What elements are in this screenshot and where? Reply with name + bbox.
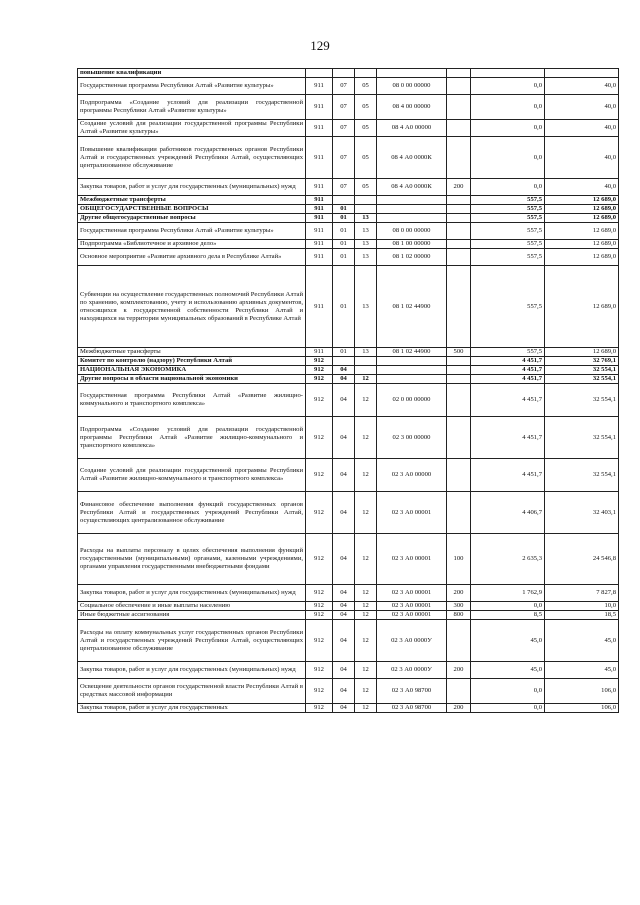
cell-expense-type bbox=[447, 78, 471, 95]
cell-name: Комитет по контролю (надзору) Республики Алтай bbox=[78, 357, 306, 366]
cell-target-article: 02 3 А0 00001 bbox=[377, 534, 447, 585]
cell-target-article bbox=[377, 69, 447, 78]
cell-name: Закупка товаров, работ и услуг для государственных (муниципальных) нужд bbox=[78, 179, 306, 196]
cell-subsection: 05 bbox=[355, 78, 377, 95]
cell-name: Социальное обеспечение и иные выплаты населению bbox=[78, 602, 306, 611]
cell-target-article: 02 3 А0 98700 bbox=[377, 679, 447, 704]
table-row bbox=[78, 679, 619, 704]
cell-section bbox=[333, 196, 355, 205]
table-row bbox=[78, 137, 619, 179]
cell-subsection: 05 bbox=[355, 95, 377, 120]
cell-subsection: 05 bbox=[355, 179, 377, 196]
table-row bbox=[78, 602, 619, 611]
cell-name: Подпрограмма «Библиотечное и архивное дело» bbox=[78, 240, 306, 249]
cell-amount-2: 12 689,0 bbox=[545, 249, 619, 266]
cell-expense-type bbox=[447, 196, 471, 205]
cell-name: Финансовое обеспечение выполнения функций государственных органов Республики Алтай и государственных учреждений Республики Алтай, осуществляющих централизованное обслуживание bbox=[78, 492, 306, 534]
cell-name: Закупка товаров, работ и услуг для государственных (муниципальных) нужд bbox=[78, 585, 306, 602]
cell-target-article bbox=[377, 375, 447, 384]
cell-subsection bbox=[355, 196, 377, 205]
cell-ministry-code: 912 bbox=[306, 704, 333, 713]
table-row bbox=[78, 196, 619, 205]
cell-ministry-code: 911 bbox=[306, 137, 333, 179]
cell-target-article bbox=[377, 366, 447, 375]
cell-amount-1: 0,0 bbox=[471, 78, 545, 95]
cell-amount-1: 45,0 bbox=[471, 662, 545, 679]
cell-name: Подпрограмма «Создание условий для реализации государственной программы Республики Алтай «Развитие культуры» bbox=[78, 95, 306, 120]
cell-name: Расходы на выплаты персоналу в целях обеспечения выполнения функций государственными (муниципальными) органами, казенными учреждениями, органами управления государственными внебюджетными фондами bbox=[78, 534, 306, 585]
cell-expense-type bbox=[447, 69, 471, 78]
cell-subsection: 12 bbox=[355, 679, 377, 704]
cell-amount-2: 45,0 bbox=[545, 620, 619, 662]
cell-section: 07 bbox=[333, 120, 355, 137]
table-row bbox=[78, 223, 619, 240]
table-row bbox=[78, 69, 619, 78]
cell-amount-1: 4 451,7 bbox=[471, 375, 545, 384]
cell-section: 07 bbox=[333, 95, 355, 120]
cell-subsection: 12 bbox=[355, 534, 377, 585]
cell-ministry-code: 912 bbox=[306, 662, 333, 679]
cell-subsection: 12 bbox=[355, 459, 377, 492]
table-row bbox=[78, 357, 619, 366]
cell-amount-1: 557,5 bbox=[471, 348, 545, 357]
cell-section: 04 bbox=[333, 384, 355, 417]
cell-ministry-code: 912 bbox=[306, 384, 333, 417]
cell-ministry-code: 912 bbox=[306, 357, 333, 366]
table-row bbox=[78, 205, 619, 214]
cell-ministry-code: 912 bbox=[306, 611, 333, 620]
cell-name: Подпрограмма «Создание условий для реализации государственной программы Республики Алтай «Развитие жилищно-коммунального и транспортного комплекса» bbox=[78, 417, 306, 459]
table-row bbox=[78, 78, 619, 95]
cell-subsection: 12 bbox=[355, 704, 377, 713]
table-body bbox=[78, 69, 619, 713]
cell-expense-type: 500 bbox=[447, 348, 471, 357]
cell-expense-type bbox=[447, 366, 471, 375]
cell-amount-1: 557,5 bbox=[471, 223, 545, 240]
cell-subsection: 05 bbox=[355, 120, 377, 137]
cell-amount-1: 4 451,7 bbox=[471, 417, 545, 459]
cell-target-article: 08 4 А0 0000К bbox=[377, 137, 447, 179]
cell-amount-2: 12 689,0 bbox=[545, 240, 619, 249]
cell-target-article: 08 4 А0 0000К bbox=[377, 179, 447, 196]
cell-section: 07 bbox=[333, 137, 355, 179]
cell-subsection bbox=[355, 69, 377, 78]
cell-amount-2: 32 554,1 bbox=[545, 417, 619, 459]
budget-table bbox=[77, 68, 619, 713]
cell-amount-2: 40,0 bbox=[545, 137, 619, 179]
cell-expense-type bbox=[447, 214, 471, 223]
cell-subsection: 12 bbox=[355, 375, 377, 384]
cell-name: Государственная программа Республики Алтай «Развитие культуры» bbox=[78, 223, 306, 240]
cell-expense-type bbox=[447, 417, 471, 459]
cell-section: 04 bbox=[333, 417, 355, 459]
cell-section: 01 bbox=[333, 266, 355, 348]
cell-section bbox=[333, 69, 355, 78]
table-row bbox=[78, 375, 619, 384]
cell-target-article bbox=[377, 357, 447, 366]
table-row bbox=[78, 348, 619, 357]
cell-ministry-code: 911 bbox=[306, 205, 333, 214]
cell-ministry-code: 911 bbox=[306, 196, 333, 205]
cell-section: 01 bbox=[333, 348, 355, 357]
cell-subsection: 13 bbox=[355, 223, 377, 240]
cell-expense-type bbox=[447, 240, 471, 249]
cell-amount-2: 12 689,0 bbox=[545, 266, 619, 348]
cell-subsection: 12 bbox=[355, 417, 377, 459]
cell-target-article: 08 4 00 00000 bbox=[377, 95, 447, 120]
cell-section: 01 bbox=[333, 223, 355, 240]
cell-amount-1: 4 406,7 bbox=[471, 492, 545, 534]
cell-ministry-code: 912 bbox=[306, 620, 333, 662]
cell-section: 04 bbox=[333, 366, 355, 375]
cell-amount-1: 0,0 bbox=[471, 179, 545, 196]
cell-amount-1: 4 451,7 bbox=[471, 366, 545, 375]
cell-amount-2: 45,0 bbox=[545, 662, 619, 679]
cell-ministry-code: 911 bbox=[306, 348, 333, 357]
cell-section: 07 bbox=[333, 78, 355, 95]
cell-amount-1: 557,5 bbox=[471, 249, 545, 266]
cell-amount-2: 24 546,8 bbox=[545, 534, 619, 585]
cell-amount-1: 45,0 bbox=[471, 620, 545, 662]
cell-amount-1 bbox=[471, 69, 545, 78]
cell-target-article: 08 0 00 00000 bbox=[377, 223, 447, 240]
cell-amount-1: 4 451,7 bbox=[471, 459, 545, 492]
cell-amount-1: 0,0 bbox=[471, 95, 545, 120]
cell-expense-type bbox=[447, 459, 471, 492]
cell-section: 04 bbox=[333, 620, 355, 662]
cell-subsection: 12 bbox=[355, 662, 377, 679]
cell-expense-type: 200 bbox=[447, 704, 471, 713]
cell-section: 04 bbox=[333, 602, 355, 611]
cell-name: Государственная программа Республики Алтай «Развитие культуры» bbox=[78, 78, 306, 95]
cell-section: 04 bbox=[333, 704, 355, 713]
cell-ministry-code: 912 bbox=[306, 534, 333, 585]
table-row bbox=[78, 534, 619, 585]
cell-expense-type bbox=[447, 120, 471, 137]
cell-name: Субвенции на осуществление государственных полномочий Республики Алтай по хранению, комплектованию, учету и использованию архивных документов, относящихся к государственной собственности Республики Алтай и находящихся на территории муниципальных образований в Республике Алтай bbox=[78, 266, 306, 348]
table-row bbox=[78, 249, 619, 266]
cell-expense-type bbox=[447, 492, 471, 534]
cell-subsection: 12 bbox=[355, 384, 377, 417]
cell-target-article: 02 3 А0 00001 bbox=[377, 602, 447, 611]
cell-subsection: 13 bbox=[355, 249, 377, 266]
cell-amount-2: 12 689,0 bbox=[545, 205, 619, 214]
cell-target-article: 02 0 00 00000 bbox=[377, 384, 447, 417]
table-row bbox=[78, 704, 619, 713]
cell-name: повышение квалификации bbox=[78, 69, 306, 78]
cell-ministry-code: 911 bbox=[306, 223, 333, 240]
table-row bbox=[78, 240, 619, 249]
cell-amount-2: 32 403,1 bbox=[545, 492, 619, 534]
cell-expense-type bbox=[447, 137, 471, 179]
cell-section: 04 bbox=[333, 585, 355, 602]
cell-ministry-code: 911 bbox=[306, 240, 333, 249]
cell-subsection: 13 bbox=[355, 240, 377, 249]
cell-ministry-code: 912 bbox=[306, 602, 333, 611]
table-row bbox=[78, 492, 619, 534]
cell-expense-type bbox=[447, 205, 471, 214]
cell-amount-2: 32 554,1 bbox=[545, 384, 619, 417]
cell-amount-1: 0,0 bbox=[471, 602, 545, 611]
cell-name: Межбюджетные трансферты bbox=[78, 196, 306, 205]
cell-name: Повышение квалификации работников государственных органов Республики Алтай и государственных учреждений Республики Алтай, осуществляющих централизованное обслуживание bbox=[78, 137, 306, 179]
cell-expense-type bbox=[447, 95, 471, 120]
table-row bbox=[78, 662, 619, 679]
cell-name: НАЦИОНАЛЬНАЯ ЭКОНОМИКА bbox=[78, 366, 306, 375]
cell-amount-1: 0,0 bbox=[471, 704, 545, 713]
cell-target-article: 02 3 00 00000 bbox=[377, 417, 447, 459]
cell-subsection: 12 bbox=[355, 620, 377, 662]
cell-amount-2: 40,0 bbox=[545, 120, 619, 137]
cell-ministry-code: 912 bbox=[306, 492, 333, 534]
cell-expense-type bbox=[447, 249, 471, 266]
table-row bbox=[78, 620, 619, 662]
cell-amount-1: 557,5 bbox=[471, 205, 545, 214]
cell-name: Другие вопросы в области национальной экономики bbox=[78, 375, 306, 384]
cell-name: Другие общегосударственные вопросы bbox=[78, 214, 306, 223]
cell-amount-1: 557,5 bbox=[471, 266, 545, 348]
cell-target-article bbox=[377, 196, 447, 205]
cell-subsection bbox=[355, 205, 377, 214]
cell-section: 04 bbox=[333, 534, 355, 585]
cell-expense-type bbox=[447, 679, 471, 704]
cell-subsection bbox=[355, 357, 377, 366]
cell-ministry-code bbox=[306, 69, 333, 78]
cell-expense-type: 200 bbox=[447, 179, 471, 196]
cell-target-article: 02 3 А0 00001 bbox=[377, 585, 447, 602]
cell-amount-2: 40,0 bbox=[545, 78, 619, 95]
cell-name: Иные бюджетные ассигнования bbox=[78, 611, 306, 620]
cell-name: Закупка товаров, работ и услуг для государственных (муниципальных) нужд bbox=[78, 662, 306, 679]
cell-ministry-code: 912 bbox=[306, 679, 333, 704]
cell-section: 01 bbox=[333, 249, 355, 266]
cell-target-article: 02 3 А0 00001 bbox=[377, 492, 447, 534]
cell-amount-2: 106,0 bbox=[545, 704, 619, 713]
cell-target-article: 02 3 А0 00000 bbox=[377, 459, 447, 492]
cell-section: 04 bbox=[333, 662, 355, 679]
cell-name: Расходы на оплату коммунальных услуг государственных органов Республики Алтай и государственных учреждений Республики Алтай, осуществляющих централизованное обслуживание bbox=[78, 620, 306, 662]
cell-expense-type: 100 bbox=[447, 534, 471, 585]
cell-amount-2: 32 769,1 bbox=[545, 357, 619, 366]
cell-target-article: 08 1 00 00000 bbox=[377, 240, 447, 249]
table-row bbox=[78, 214, 619, 223]
cell-target-article: 08 1 02 00000 bbox=[377, 249, 447, 266]
cell-amount-1: 0,0 bbox=[471, 137, 545, 179]
table-row bbox=[78, 266, 619, 348]
cell-expense-type bbox=[447, 620, 471, 662]
cell-amount-1: 8,5 bbox=[471, 611, 545, 620]
cell-target-article bbox=[377, 205, 447, 214]
cell-subsection: 13 bbox=[355, 266, 377, 348]
cell-ministry-code: 911 bbox=[306, 214, 333, 223]
cell-amount-1: 4 451,7 bbox=[471, 384, 545, 417]
cell-target-article bbox=[377, 214, 447, 223]
cell-amount-1: 0,0 bbox=[471, 120, 545, 137]
cell-section: 01 bbox=[333, 205, 355, 214]
cell-amount-2: 12 689,0 bbox=[545, 348, 619, 357]
cell-ministry-code: 912 bbox=[306, 417, 333, 459]
cell-amount-2: 106,0 bbox=[545, 679, 619, 704]
cell-target-article: 08 1 02 44900 bbox=[377, 266, 447, 348]
cell-section: 04 bbox=[333, 459, 355, 492]
cell-name: Государственная программа Республики Алтай «Развитие жилищно-коммунального и транспортного комплекса» bbox=[78, 384, 306, 417]
cell-ministry-code: 912 bbox=[306, 459, 333, 492]
cell-ministry-code: 911 bbox=[306, 95, 333, 120]
cell-amount-1: 1 762,9 bbox=[471, 585, 545, 602]
cell-expense-type bbox=[447, 384, 471, 417]
cell-subsection: 12 bbox=[355, 492, 377, 534]
cell-amount-2: 12 689,0 bbox=[545, 214, 619, 223]
cell-amount-1: 557,5 bbox=[471, 240, 545, 249]
cell-name: Создание условий для реализации государственной программы Республики Алтай «Развитие жилищно-коммунального и транспортного комплекса» bbox=[78, 459, 306, 492]
cell-name: Межбюджетные трансферты bbox=[78, 348, 306, 357]
cell-name: Закупка товаров, работ и услуг для государственных bbox=[78, 704, 306, 713]
cell-amount-2: 40,0 bbox=[545, 179, 619, 196]
table-row bbox=[78, 120, 619, 137]
cell-section: 04 bbox=[333, 679, 355, 704]
table-row bbox=[78, 384, 619, 417]
cell-expense-type bbox=[447, 266, 471, 348]
cell-amount-2: 32 554,1 bbox=[545, 459, 619, 492]
table-row bbox=[78, 585, 619, 602]
page-number: 129 bbox=[310, 38, 330, 53]
table-row bbox=[78, 95, 619, 120]
table-row bbox=[78, 179, 619, 196]
cell-target-article: 08 4 А0 00000 bbox=[377, 120, 447, 137]
cell-subsection: 12 bbox=[355, 585, 377, 602]
cell-target-article: 08 1 02 44900 bbox=[377, 348, 447, 357]
cell-section: 04 bbox=[333, 611, 355, 620]
cell-expense-type: 300 bbox=[447, 602, 471, 611]
cell-amount-1: 557,5 bbox=[471, 214, 545, 223]
cell-section: 07 bbox=[333, 179, 355, 196]
cell-section: 04 bbox=[333, 492, 355, 534]
cell-subsection: 12 bbox=[355, 611, 377, 620]
cell-ministry-code: 912 bbox=[306, 366, 333, 375]
cell-amount-2: 12 689,0 bbox=[545, 223, 619, 240]
cell-subsection: 05 bbox=[355, 137, 377, 179]
cell-ministry-code: 911 bbox=[306, 120, 333, 137]
cell-expense-type: 200 bbox=[447, 662, 471, 679]
cell-amount-2: 10,0 bbox=[545, 602, 619, 611]
cell-amount-2: 32 554,1 bbox=[545, 375, 619, 384]
cell-amount-2: 18,5 bbox=[545, 611, 619, 620]
cell-amount-1: 2 635,3 bbox=[471, 534, 545, 585]
cell-ministry-code: 911 bbox=[306, 78, 333, 95]
cell-expense-type bbox=[447, 223, 471, 240]
cell-name: Освещение деятельности органов государственной власти Республики Алтай в средствах массовой информации bbox=[78, 679, 306, 704]
cell-subsection: 13 bbox=[355, 348, 377, 357]
cell-amount-1: 557,5 bbox=[471, 196, 545, 205]
cell-target-article: 02 3 А0 00001 bbox=[377, 611, 447, 620]
cell-target-article: 02 3 А0 0000У bbox=[377, 620, 447, 662]
cell-ministry-code: 912 bbox=[306, 375, 333, 384]
cell-amount-1: 4 451,7 bbox=[471, 357, 545, 366]
cell-section bbox=[333, 357, 355, 366]
table-row bbox=[78, 366, 619, 375]
cell-target-article: 02 3 А0 98700 bbox=[377, 704, 447, 713]
cell-amount-2: 40,0 bbox=[545, 95, 619, 120]
table-row bbox=[78, 611, 619, 620]
cell-ministry-code: 911 bbox=[306, 249, 333, 266]
cell-name: ОБЩЕГОСУДАРСТВЕННЫЕ ВОПРОСЫ bbox=[78, 205, 306, 214]
cell-ministry-code: 911 bbox=[306, 179, 333, 196]
cell-target-article: 02 3 А0 0000У bbox=[377, 662, 447, 679]
cell-subsection: 12 bbox=[355, 602, 377, 611]
cell-expense-type: 200 bbox=[447, 585, 471, 602]
cell-expense-type bbox=[447, 375, 471, 384]
table-row bbox=[78, 459, 619, 492]
cell-target-article: 08 0 00 00000 bbox=[377, 78, 447, 95]
table-row bbox=[78, 417, 619, 459]
cell-ministry-code: 911 bbox=[306, 266, 333, 348]
cell-section: 01 bbox=[333, 214, 355, 223]
cell-amount-2: 32 554,1 bbox=[545, 366, 619, 375]
cell-amount-2 bbox=[545, 69, 619, 78]
cell-name: Создание условий для реализации государственной программы Республики Алтай «Развитие культуры» bbox=[78, 120, 306, 137]
cell-amount-2: 7 827,8 bbox=[545, 585, 619, 602]
cell-ministry-code: 912 bbox=[306, 585, 333, 602]
cell-name: Основное мероприятие «Развитие архивного дела в Республике Алтай» bbox=[78, 249, 306, 266]
cell-expense-type: 800 bbox=[447, 611, 471, 620]
cell-subsection bbox=[355, 366, 377, 375]
cell-section: 01 bbox=[333, 240, 355, 249]
cell-amount-2: 12 689,0 bbox=[545, 196, 619, 205]
cell-amount-1: 0,0 bbox=[471, 679, 545, 704]
cell-subsection: 13 bbox=[355, 214, 377, 223]
cell-expense-type bbox=[447, 357, 471, 366]
cell-section: 04 bbox=[333, 375, 355, 384]
